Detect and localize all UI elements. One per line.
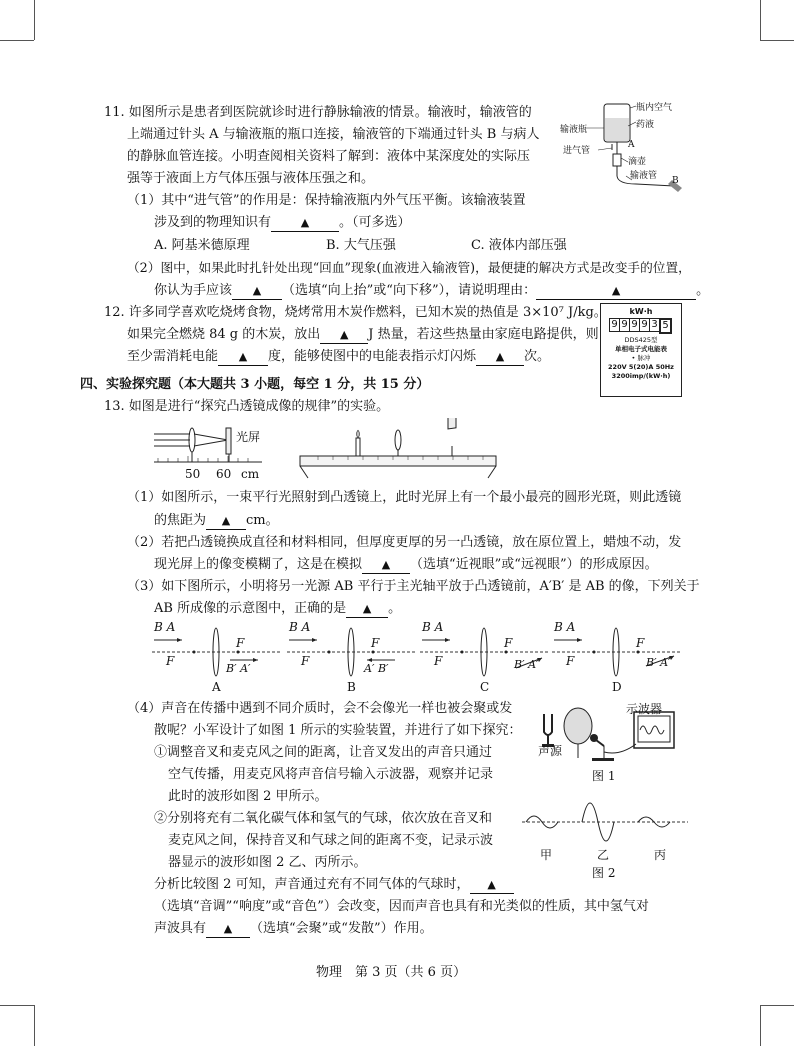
object-label-c: B A	[422, 620, 444, 634]
crop-mark-bl-h	[0, 1005, 34, 1006]
meter-name: 单相电子式电能表	[615, 345, 667, 353]
label-scale-cm: cm	[241, 467, 260, 481]
q11-part2-end: 。	[696, 283, 710, 298]
meter-digit: 3	[649, 318, 660, 332]
focus-label: F	[236, 636, 245, 650]
q13-part2-line-2	[154, 555, 658, 575]
q11-stem-line-3: 的静脉血管连接。小明查阅相关资料了解到：液体中某深度处的实际压	[127, 149, 531, 164]
diagram-letter-d: D	[612, 680, 622, 694]
image-label-c: B′ A′	[514, 658, 539, 671]
q11-part2-line-2	[154, 281, 709, 301]
q13-part1-text: 的焦距为	[154, 513, 207, 528]
q12-line-3	[127, 347, 550, 367]
q12-text-3: 至少需消耗电能	[127, 349, 219, 364]
meter-digit: 9	[629, 318, 640, 332]
q13-part2-line-1: （2）若把凸透镜换成直径和材料相同，但厚度更厚的另一凸透镜，放在原位置上，蜡烛不动，发	[127, 535, 682, 550]
label-drip-chamber: 滴壶	[628, 157, 647, 167]
q13-conclusion-hint: （选填“会聚”或“发散”）作用。	[250, 921, 433, 936]
crop-mark-tr-h	[760, 40, 794, 41]
q11-stem-line-4: 强等于液面上方气体压强与液体压强之和。	[127, 171, 375, 186]
q12-text-5: 次。	[524, 349, 551, 364]
q13-part3-text: AB 所成像的示意图中，正确的是	[154, 601, 347, 616]
q11-option-c: C. 液体内部压强	[471, 238, 567, 253]
wave-label-bing: 丙	[654, 848, 667, 862]
q11-part1-text: 涉及到的物理知识有	[154, 215, 272, 230]
image-label-a: B′ A′	[226, 662, 251, 675]
blank-triangle-marker: ▲	[340, 328, 349, 341]
q11-part1-line-1: （1）其中“进气管”的作用是：保持输液瓶内外气压平衡。该输液装置	[127, 193, 526, 208]
q12-line-1: 12. 许多同学喜欢吃烧烤食物，烧烤常用木炭作燃料，已知木炭的热值是 3×10⁷ J/kg。	[104, 305, 607, 320]
focus-label: F	[636, 636, 645, 650]
meter-imp: 3200imp/(kW·h)	[611, 372, 671, 380]
blank-triangle-marker: ▲	[495, 350, 505, 363]
focus-label: F	[566, 654, 575, 668]
blank-triangle-marker: ▲	[221, 514, 231, 527]
blank-triangle-marker: ▲	[223, 922, 233, 935]
crop-mark-br-v	[760, 1005, 761, 1046]
q13-part4-line-1: （4）声音在传播中遇到不同介质时，会不会像光一样也被会聚或发	[127, 701, 513, 716]
fig2-caption: 图 2	[592, 866, 616, 880]
label-needle-a: A	[628, 140, 635, 150]
crop-mark-tr-v	[760, 0, 761, 40]
q11-option-a: A. 阿基米德原理	[154, 238, 250, 253]
q13-part1-line-1: （1）如图所示，一束平行光照射到凸透镜上，此时光屏上有一个最小最亮的圆形光斑，则此透镜	[127, 490, 682, 505]
label-light-screen: 光屏	[236, 430, 261, 444]
q13-part3-line-2	[154, 599, 401, 619]
image-label-b: A′ B′	[364, 662, 389, 675]
answer-blank[interactable]	[470, 877, 514, 894]
blank-triangle-marker: ▲	[300, 216, 310, 229]
blank-triangle-marker: ▲	[362, 602, 372, 615]
object-label-d: B A	[554, 620, 576, 634]
meter-digit: 9	[639, 318, 650, 332]
label-scale-50: 50	[185, 467, 201, 481]
image-label-d: B′ A′	[646, 656, 671, 669]
q13-part4-line-6: ②分别将充有二氧化碳气体和氢气的气球，依次放在音叉和	[154, 811, 493, 826]
label-bottle: 输液瓶	[560, 125, 588, 135]
meter-pulse: • 脉冲	[631, 354, 651, 362]
q12-text-2: J 热量，若这些热量由家庭电路提供，则	[368, 327, 599, 342]
waveform-figure	[520, 800, 690, 844]
crop-mark-bl-v	[34, 1005, 35, 1046]
q11-part2-hint: （选填“向上抬”或“向下移”），请说明理由：	[282, 283, 537, 298]
focus-label: F	[504, 636, 513, 650]
label-liquid: 药液	[636, 120, 655, 130]
crop-mark-br-h	[760, 1005, 794, 1006]
focus-label: F	[434, 654, 443, 668]
answer-blank[interactable]	[320, 327, 368, 344]
blank-triangle-marker: ▲	[487, 878, 496, 891]
q13-part1-unit: cm。	[246, 513, 279, 528]
q13-part4-line-3: ①调整音叉和麦克风之间的距离，让音叉发出的声音只通过	[154, 745, 493, 760]
page-footer: 物理 第 3 页（共 6 页）	[316, 965, 467, 980]
q13-part1-line-2	[154, 511, 279, 531]
meter-model: DDS425型	[624, 336, 658, 344]
diagram-letter-a: A	[212, 680, 221, 694]
section-title: 四、实验探究题（本大题共 3 小题，每空 1 分，共 15 分）	[80, 377, 430, 392]
q11-stem-line-1: 11. 如图所示是患者到医院就诊时进行静脉输液的情景。输液时，输液管的	[104, 105, 532, 120]
fig1-caption: 图 1	[592, 769, 616, 783]
crop-mark-tl-v	[34, 0, 35, 40]
label-inlet-tube: 进气管	[563, 146, 591, 156]
answer-blank[interactable]	[271, 215, 339, 232]
answer-blank[interactable]	[206, 921, 250, 938]
q13-conclusion-text-2: 声波具有	[154, 921, 207, 936]
meter-digits	[601, 318, 681, 334]
q13-intro: 13. 如图是进行“探究凸透镜成像的规律”的实验。	[104, 399, 390, 414]
label-iv-tube: 输液管	[630, 171, 658, 181]
crop-mark-tl-h	[0, 40, 34, 41]
q13-part4-line-5: 此时的波形如图 2 甲所示。	[168, 789, 328, 804]
answer-blank[interactable]	[206, 513, 246, 530]
meter-digit-decimal: 5	[659, 318, 672, 334]
answer-blank[interactable]	[536, 283, 696, 300]
q13-part4-line-8: 器显示的波形如图 2 乙、丙所示。	[168, 855, 367, 870]
blank-triangle-marker: ▲	[611, 284, 621, 297]
meter-digit: 9	[619, 318, 630, 332]
q13-part2-hint: （选填“近视眼”或“远视眼”）的形成原因。	[410, 557, 658, 572]
answer-blank[interactable]	[362, 557, 410, 574]
object-label-a: B A	[154, 620, 176, 634]
answer-blank[interactable]	[218, 349, 268, 366]
answer-blank[interactable]	[476, 349, 524, 366]
focus-label: F	[301, 654, 310, 668]
label-oscilloscope: 示波器	[626, 702, 663, 716]
q13-part3-line-1: （3）如下图所示，小明将另一光源 AB 平行于主光轴平放于凸透镜前，A′B′ 是 AB 的像，下列关于	[127, 579, 700, 594]
label-needle-b: B	[672, 176, 679, 186]
focus-label: F	[166, 654, 175, 668]
energy-meter	[600, 303, 682, 397]
answer-blank[interactable]	[346, 601, 388, 618]
optical-bench-figure	[298, 418, 500, 480]
q11-stem-line-2: 上端通过针头 A 与输液瓶的瓶口连接，输液管的下端通过针头 B 与病人	[127, 127, 540, 142]
q13-conclusion-text: 分析比较图 2 可知，声音通过充有不同气体的气球时，	[154, 877, 470, 892]
diagram-letter-c: C	[480, 680, 490, 694]
meter-unit: kW·h	[629, 307, 653, 316]
wave-label-jia: 甲	[540, 848, 553, 862]
meter-spec: 220V 5(20)A 50Hz	[608, 363, 674, 371]
q13-part4-line-7: 麦克风之间，保持音叉和气球之间的距离不变，记录示波	[168, 833, 494, 848]
q11-option-b: B. 大气压强	[326, 238, 396, 253]
q13-conclusion-line-1	[154, 875, 514, 895]
label-scale-60: 60	[216, 467, 232, 481]
object-label-b: B A	[289, 620, 311, 634]
meter-digit: 9	[609, 318, 620, 332]
blank-triangle-marker: ▲	[252, 284, 262, 297]
label-sound-source: 声源	[538, 744, 563, 758]
q12-text-1: 如果完全燃烧 84 g 的木炭，放出	[127, 327, 321, 342]
wave-label-yi: 乙	[597, 848, 610, 862]
answer-blank[interactable]	[232, 283, 282, 300]
diagram-letter-b: B	[347, 680, 356, 694]
lens-diagrams	[152, 620, 682, 698]
q12-text-4: 度，能够使图中的电能表指示灯闪烁	[268, 349, 477, 364]
blank-triangle-marker: ▲	[381, 558, 391, 571]
q13-part4-line-4: 空气传播，用麦克风将声音信号输入示波器，观察并记录	[168, 767, 494, 782]
q13-conclusion-line-2: （选填“音调”“响度”或“音色”）会改变，因而声音也具有和光类似的性质，其中氢气对	[154, 899, 649, 914]
q13-part2-text: 现光屏上的像变模糊了，这是在模拟	[154, 557, 363, 572]
q13-part3-end: 。	[388, 601, 402, 616]
q11-part2-text: 你认为手应该	[154, 283, 233, 298]
q11-part2-line-1: （2）图中，如果此时扎针处出现“回血”现象(血液进入输液管)，最便捷的解决方式是改变手的位置，	[127, 260, 691, 275]
label-bottle-air: 瓶内空气	[636, 103, 673, 113]
q11-part1-line-2	[154, 213, 411, 233]
focus-label: F	[371, 636, 380, 650]
q13-conclusion-line-3	[154, 919, 433, 939]
blank-triangle-marker: ▲	[238, 350, 248, 363]
q11-part1-hint: 。（可多选）	[339, 215, 411, 230]
q12-line-2	[127, 325, 599, 345]
q13-part4-line-2: 散呢？小军设计了如图 1 所示的实验装置，并进行了如下探究：	[154, 723, 522, 738]
